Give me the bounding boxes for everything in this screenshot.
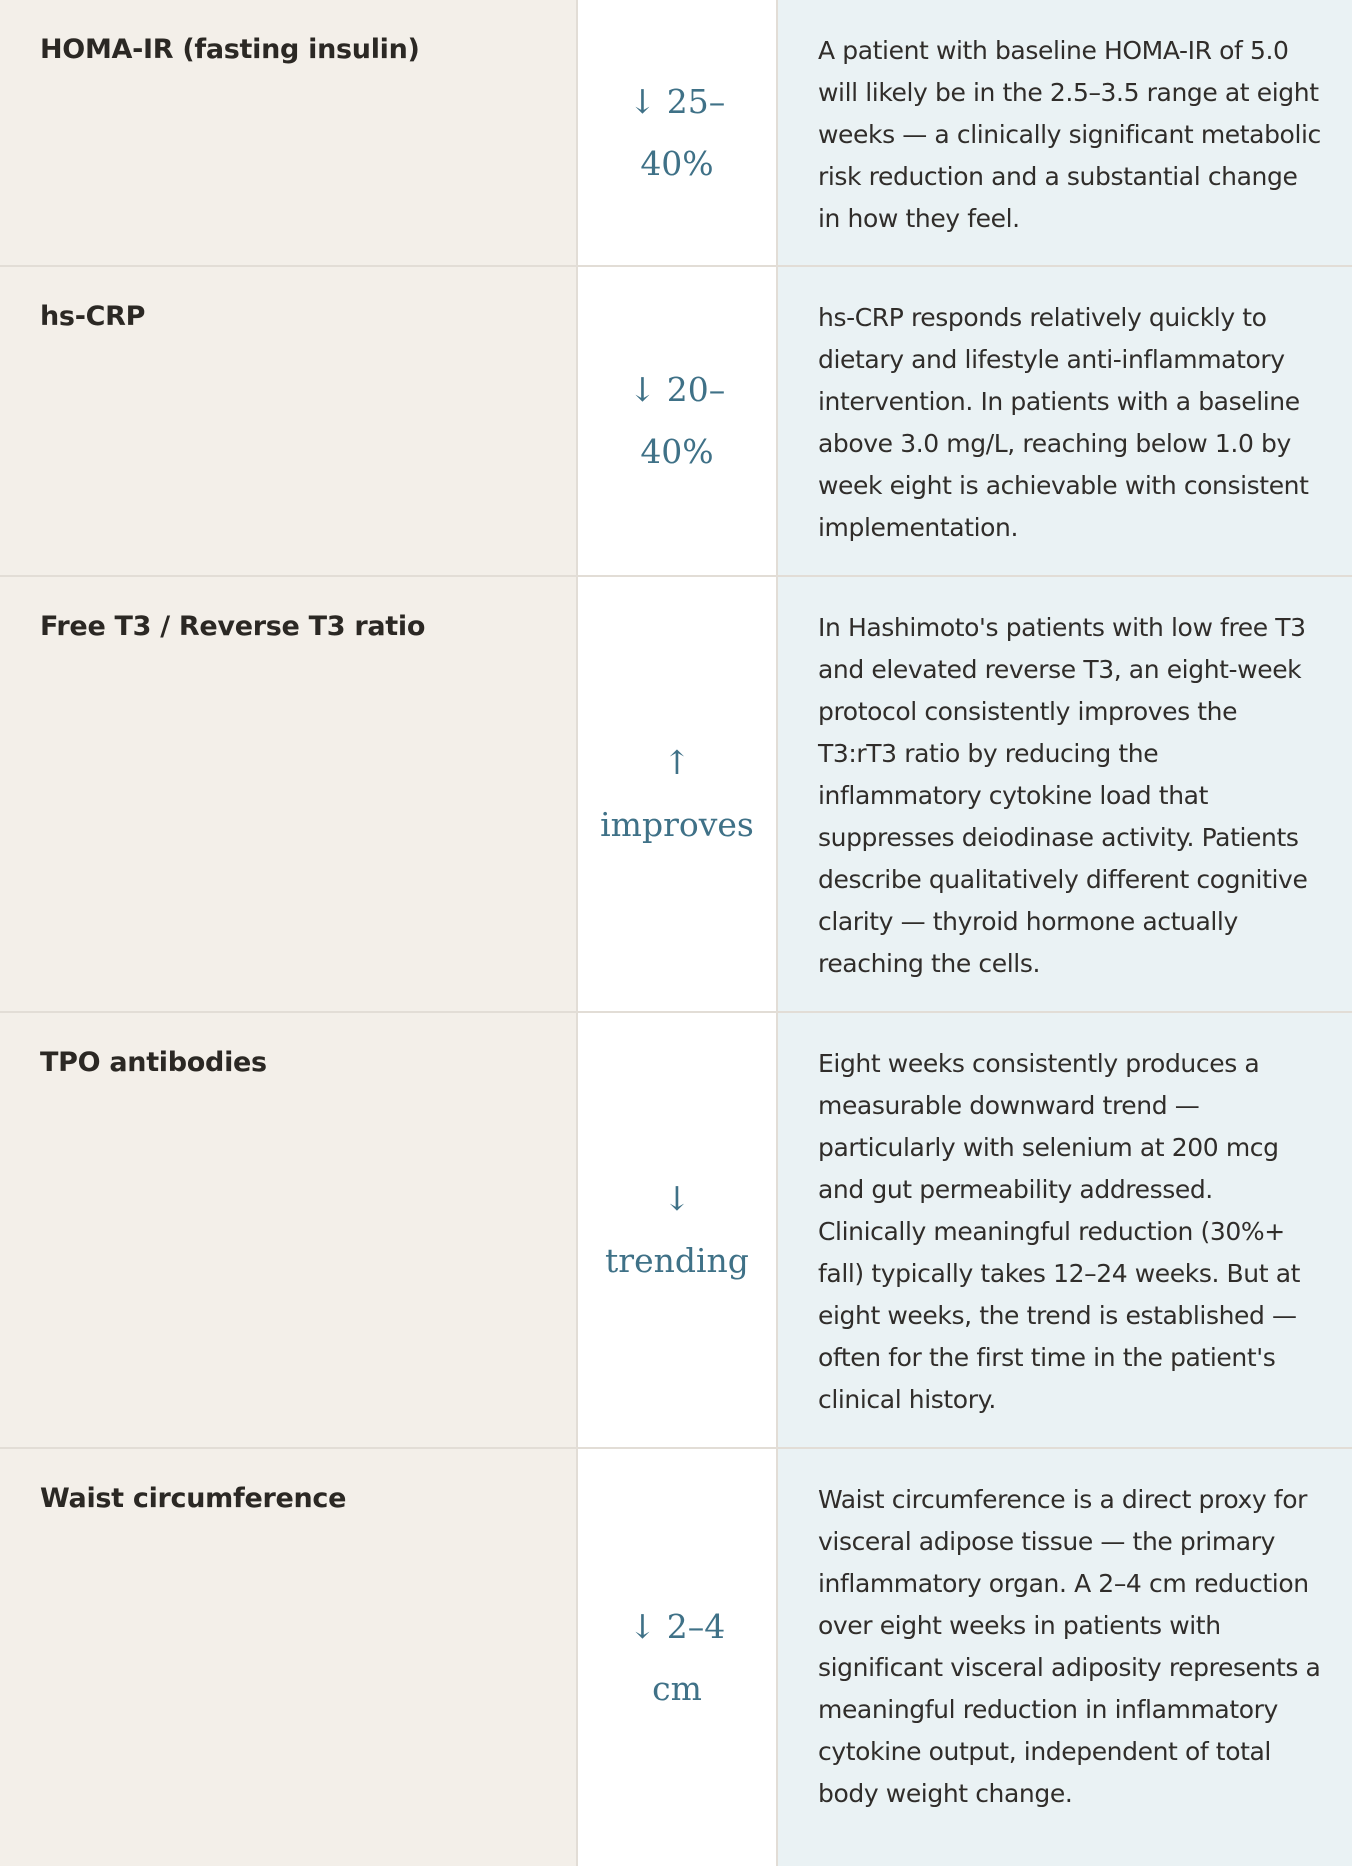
clinical-note: hs-CRP responds relatively quickly to dietary and lifestyle anti-inflammatory intervention. In patients with a baseline above 3.0 mg/L, reaching below 1.0 by week eight is achievable with consistent implementation. xyxy=(778,267,1352,577)
clinical-note: Waist circumference is a direct proxy for visceral adipose tissue — the primary inflammatory organ. A 2–4 cm reduction over eight weeks in patients with significant visceral adiposity represents a meaningful reduction in inflammatory cytokine output, independent of total body weight change. xyxy=(778,1449,1352,1866)
marker-name: hs-CRP xyxy=(0,267,578,577)
change-line-1: ↓ 2–4 xyxy=(628,1606,726,1646)
change-line-2: cm xyxy=(652,1668,702,1708)
change-line-1: ↑ xyxy=(663,743,691,782)
change-line-1: ↓ 20– xyxy=(628,370,726,409)
change-line-2: 40% xyxy=(640,432,714,471)
marker-name: TPO antibodies xyxy=(0,1013,578,1449)
change-line-2: 40% xyxy=(640,143,714,183)
change-line-2: improves xyxy=(600,805,754,844)
change-line-2: trending xyxy=(605,1241,749,1280)
clinical-note: A patient with baseline HOMA-IR of 5.0 will likely be in the 2.5–3.5 range at eight weeks — a clinically significant metabolic risk reduction and a substantial change in how they feel. xyxy=(778,0,1352,267)
expected-change xyxy=(578,1449,778,1866)
change-line-1: ↓ xyxy=(663,1179,691,1218)
expected-change xyxy=(578,577,778,1013)
expected-change xyxy=(578,267,778,577)
clinical-note: Eight weeks consistently produces a measurable downward trend — particularly with selenium at 200 mcg and gut permeability addressed. Clinically meaningful reduction (30%+ fall) typically takes 12–24 weeks. But at eight weeks, the trend is established — often for the first time in the patient's clinical history. xyxy=(778,1013,1352,1449)
marker-name: HOMA-IR (fasting insulin) xyxy=(0,0,578,267)
expected-change xyxy=(578,0,778,267)
marker-name: Free T3 / Reverse T3 ratio xyxy=(0,577,578,1013)
change-line-1: ↓ 25– xyxy=(628,81,726,121)
clinical-note: In Hashimoto's patients with low free T3 and elevated reverse T3, an eight-week protocol consistently improves the T3:rT3 ratio by reducing the inflammatory cytokine load that suppresses deiodinase activity. Patients describe qualitatively different cognitive clarity — thyroid hormone actually reaching the cells. xyxy=(778,577,1352,1013)
marker-name: Waist circumference xyxy=(0,1449,578,1866)
expected-change xyxy=(578,1013,778,1449)
